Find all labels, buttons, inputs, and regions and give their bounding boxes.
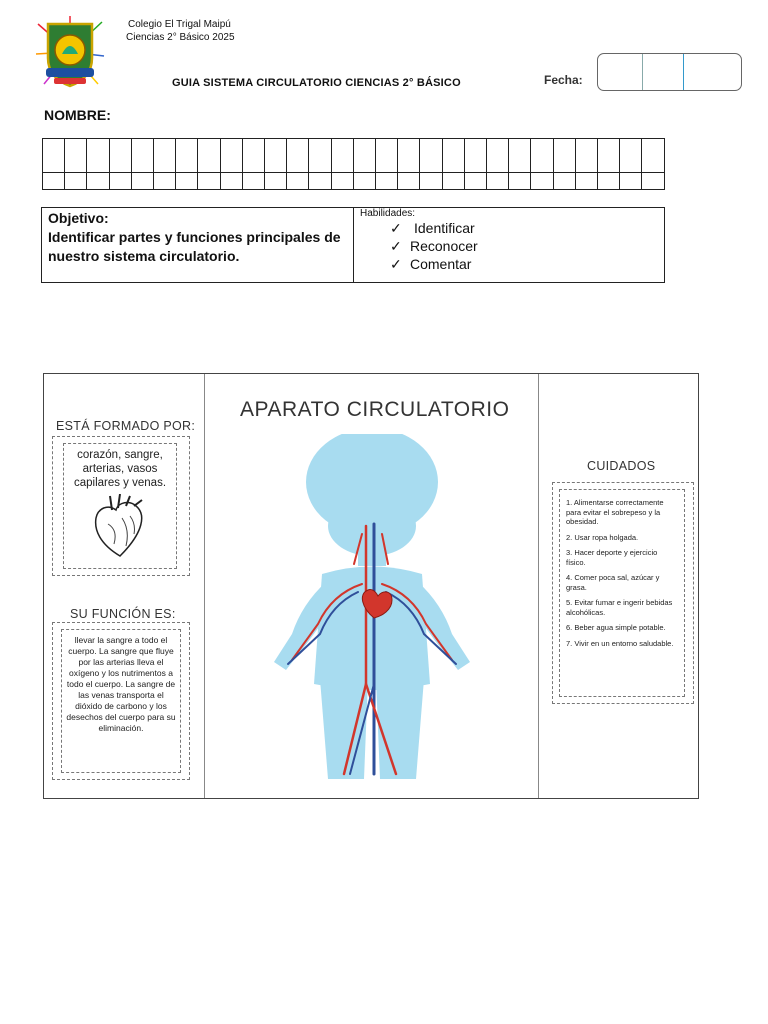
- name-letter-cell[interactable]: [598, 139, 620, 173]
- name-letter-cell[interactable]: [642, 173, 665, 190]
- name-letter-cell[interactable]: [109, 173, 131, 190]
- name-letter-cell[interactable]: [398, 139, 420, 173]
- name-letter-cell[interactable]: [420, 173, 442, 190]
- name-letter-cell[interactable]: [65, 173, 87, 190]
- name-letter-cell[interactable]: [198, 173, 220, 190]
- name-letter-cell[interactable]: [353, 173, 375, 190]
- school-crest-logo: [34, 14, 106, 90]
- care-inner-box: [559, 489, 685, 697]
- name-letter-cell[interactable]: [376, 173, 398, 190]
- date-label: Fecha:: [544, 73, 583, 87]
- name-letter-cell[interactable]: [309, 173, 331, 190]
- name-letter-cell[interactable]: [220, 139, 242, 173]
- name-letter-cell[interactable]: [220, 173, 242, 190]
- skills-panel: [354, 208, 664, 282]
- objective-panel: [42, 208, 354, 282]
- name-writing-grid[interactable]: [42, 138, 665, 190]
- name-grid-row-upper: [43, 139, 665, 173]
- name-letter-cell[interactable]: [531, 173, 553, 190]
- name-letter-cell[interactable]: [442, 139, 464, 173]
- name-grid-row-lower: [43, 173, 665, 190]
- check-icon: ✓: [390, 256, 402, 272]
- skills-list: [360, 219, 658, 273]
- poster-fold-line: [204, 374, 205, 798]
- name-letter-cell[interactable]: [398, 173, 420, 190]
- name-letter-cell[interactable]: [331, 139, 353, 173]
- function-inner-box: [61, 629, 181, 773]
- skill-label: Identificar: [414, 220, 475, 236]
- name-letter-cell[interactable]: [176, 139, 198, 173]
- care-item: 1. Alimentarse correctamente para evitar el sobrepeso y la obesidad.: [566, 498, 664, 526]
- name-letter-cell[interactable]: [531, 139, 553, 173]
- name-letter-cell[interactable]: [331, 173, 353, 190]
- name-letter-cell[interactable]: [353, 139, 375, 173]
- date-divider: [683, 54, 684, 90]
- name-letter-cell[interactable]: [464, 139, 486, 173]
- course-year: Ciencias 2° Básico 2025: [126, 32, 235, 43]
- name-letter-cell[interactable]: [287, 139, 309, 173]
- name-letter-cell[interactable]: [43, 173, 65, 190]
- body-illustration: [262, 434, 502, 794]
- care-item: 4. Comer poca sal, azúcar y grasa.: [566, 573, 660, 592]
- name-letter-cell[interactable]: [154, 173, 176, 190]
- circulatory-poster: [43, 373, 699, 799]
- name-letter-cell[interactable]: [242, 139, 264, 173]
- name-letter-cell[interactable]: [553, 173, 575, 190]
- name-letter-cell[interactable]: [553, 139, 575, 173]
- care-item: 2. Usar ropa holgada.: [566, 532, 639, 542]
- skill-label: Comentar: [410, 256, 472, 272]
- objective-heading: Objetivo:: [48, 210, 109, 226]
- name-letter-cell[interactable]: [575, 173, 597, 190]
- name-letter-cell[interactable]: [575, 139, 597, 173]
- name-letter-cell[interactable]: [176, 173, 198, 190]
- date-field[interactable]: [597, 53, 742, 91]
- name-letter-cell[interactable]: [309, 139, 331, 173]
- skill-item: [390, 219, 658, 237]
- care-item: 3. Hacer deporte y ejercicio físico.: [566, 548, 658, 567]
- care-item: 7. Vivir en un entorno saludable.: [566, 638, 674, 648]
- name-letter-cell[interactable]: [509, 173, 531, 190]
- name-letter-cell[interactable]: [265, 139, 287, 173]
- name-letter-cell[interactable]: [642, 139, 665, 173]
- name-letter-cell[interactable]: [265, 173, 287, 190]
- name-letter-cell[interactable]: [620, 173, 642, 190]
- heart-illustration: [90, 494, 150, 560]
- name-letter-cell[interactable]: [87, 139, 109, 173]
- name-letter-cell[interactable]: [509, 139, 531, 173]
- formed-by-box: [52, 436, 190, 576]
- name-letter-cell[interactable]: [464, 173, 486, 190]
- skill-item: [390, 255, 658, 273]
- name-letter-cell[interactable]: [487, 139, 509, 173]
- skills-label: Habilidades:: [360, 208, 416, 219]
- school-info: [128, 18, 235, 44]
- name-label: NOMBRE:: [44, 107, 111, 123]
- guide-title: GUIA SISTEMA CIRCULATORIO CIENCIAS 2° BÁSICO: [172, 77, 461, 89]
- formed-by-text: corazón, sangre, arterias, vasos capilares y venas.: [73, 449, 167, 489]
- name-letter-cell[interactable]: [65, 139, 87, 173]
- name-letter-cell[interactable]: [442, 173, 464, 190]
- name-letter-cell[interactable]: [242, 173, 264, 190]
- name-letter-cell[interactable]: [109, 139, 131, 173]
- name-letter-cell[interactable]: [598, 173, 620, 190]
- name-letter-cell[interactable]: [620, 139, 642, 173]
- care-heading: CUIDADOS: [587, 459, 656, 473]
- poster-title: APARATO CIRCULATORIO: [240, 398, 510, 421]
- formed-by-inner-box: [63, 443, 177, 569]
- school-name: Colegio El Trigal Maipú: [128, 19, 231, 30]
- name-letter-cell[interactable]: [131, 173, 153, 190]
- objective-box: [41, 207, 665, 283]
- function-text: llevar la sangre a todo el cuerpo. La sangre que fluye por las arterias lleva el oxígeno y los nutrimentos a todo el cuerpo. La sangre de las venas transporta el dióxido de carbono y los desechos del cuerpo para su eliminación.: [66, 635, 176, 733]
- objective-text: Identificar partes y funciones principales de nuestro sistema circulatorio.: [48, 229, 341, 264]
- care-item: 5. Evitar fumar e ingerir bebidas alcohólicas.: [566, 598, 673, 617]
- skill-label: Reconocer: [410, 238, 478, 254]
- name-letter-cell[interactable]: [376, 139, 398, 173]
- check-icon: ✓: [390, 238, 402, 254]
- function-heading: SU FUNCIÓN ES:: [70, 607, 176, 621]
- care-item: 6. Beber agua simple potable.: [566, 623, 666, 632]
- check-icon: ✓: [390, 220, 402, 236]
- date-divider: [642, 54, 643, 90]
- poster-fold-line: [538, 374, 539, 798]
- name-letter-cell[interactable]: [154, 139, 176, 173]
- name-letter-cell[interactable]: [487, 173, 509, 190]
- name-letter-cell[interactable]: [287, 173, 309, 190]
- care-list: [560, 490, 684, 648]
- name-letter-cell[interactable]: [43, 139, 65, 173]
- formed-by-heading: ESTÁ FORMADO POR:: [56, 419, 196, 433]
- name-letter-cell[interactable]: [131, 139, 153, 173]
- skill-item: [390, 237, 658, 255]
- function-box: [52, 622, 190, 780]
- name-letter-cell[interactable]: [87, 173, 109, 190]
- name-letter-cell[interactable]: [420, 139, 442, 173]
- care-box: [552, 482, 694, 704]
- name-letter-cell[interactable]: [198, 139, 220, 173]
